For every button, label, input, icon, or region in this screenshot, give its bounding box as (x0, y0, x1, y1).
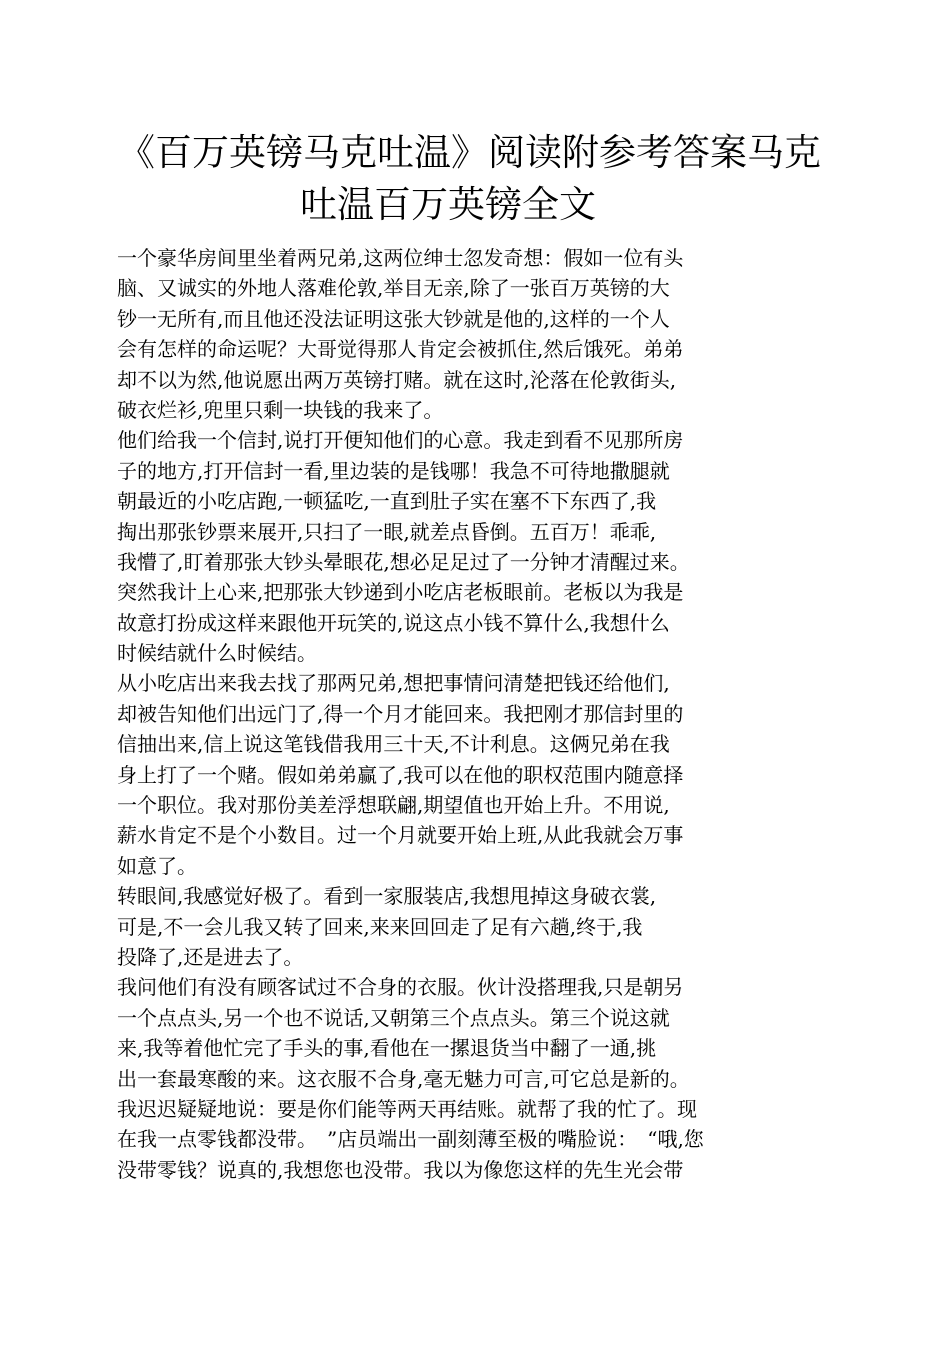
document-title-line-2: 吐温百万英镑全文 (300, 183, 596, 226)
body-line: 掏出那张钞票来展开,只扫了一眼,就差点昏倒。五百万！乖乖, (117, 519, 657, 544)
body-line: 破衣烂衫,兜里只剩一块钱的我来了。 (117, 397, 444, 422)
document-title-line-1: 《百万英镑马克吐温》阅读附参考答案马克 (118, 131, 821, 174)
body-line: 信抽出来,信上说这笔钱借我用三十天,不计利息。这俩兄弟在我 (117, 732, 670, 757)
body-line: 在我一点零钱都没带。 ”店员端出一副刻薄至极的嘴脸说： “哦,您 (117, 1127, 704, 1152)
body-line: 却被告知他们出远门了,得一个月才能回来。我把刚才那信封里的 (117, 701, 684, 726)
body-line: 我懵了,盯着那张大钞头晕眼花,想必足足过了一分钟才清醒过来。 (117, 549, 690, 574)
body-line: 可是,不一会儿我又转了回来,来来回回走了足有六趟,终于,我 (117, 914, 643, 939)
body-line: 一个点点头,另一个也不说话,又朝第三个点点头。第三个说这就 (117, 1005, 670, 1030)
body-line: 朝最近的小吃店跑,一顿猛吃,一直到肚子实在塞不下东西了,我 (117, 489, 657, 514)
body-line: 时候结就什么时候结。 (117, 641, 317, 666)
body-line: 从小吃店出来我去找了那两兄弟,想把事情问清楚把钱还给他们, (117, 671, 670, 696)
body-line: 故意打扮成这样来跟他开玩笑的,说这点小钱不算什么,我想什么 (117, 610, 670, 635)
body-line: 转眼间,我感觉好极了。看到一家服装店,我想甩掉这身破衣裳, (117, 884, 657, 909)
body-line: 钞一无所有,而且他还没法证明这张大钞就是他的,这样的一个人 (117, 306, 670, 331)
body-line: 投降了,还是进去了。 (117, 944, 304, 969)
body-line: 脑、又诚实的外地人落难伦敦,举目无亲,除了一张百万英镑的大 (117, 276, 670, 301)
body-line: 身上打了一个赌。假如弟弟赢了,我可以在他的职权范围内随意择 (117, 762, 684, 787)
body-line: 他们给我一个信封,说打开便知他们的心意。我走到看不见那所房 (117, 428, 684, 453)
body-line: 一个职位。我对那份美差浮想联翩,期望值也开始上升。不用说, (117, 793, 670, 818)
body-line: 我问他们有没有顾客试过不合身的衣服。伙计没搭理我,只是朝另 (117, 975, 684, 1000)
body-line: 薪水肯定不是个小数目。过一个月就要开始上班,从此我就会万事 (117, 823, 684, 848)
body-line: 会有怎样的命运呢？大哥觉得那人肯定会被抓住,然后饿死。弟弟 (117, 337, 684, 362)
body-line: 如意了。 (117, 853, 197, 878)
body-line: 却不以为然,他说愿出两万英镑打赌。就在这时,沦落在伦敦街头, (117, 367, 677, 392)
body-line: 突然我计上心来,把那张大钞递到小吃店老板眼前。老板以为我是 (117, 580, 684, 605)
document-body (117, 243, 757, 1185)
body-line: 出一套最寒酸的来。这衣服不合身,毫无魅力可言,可它总是新的。 (117, 1066, 690, 1091)
body-line: 子的地方,打开信封一看,里边装的是钱哪！我急不可待地撒腿就 (117, 458, 670, 483)
body-line: 一个豪华房间里坐着两兄弟,这两位绅士忽发奇想：假如一位有头 (117, 246, 684, 270)
body-line: 来,我等着他忙完了手头的事,看他在一摞退货当中翻了一通,挑 (117, 1036, 657, 1061)
body-line: 没带零钱？说真的,我想您也没带。我以为像您这样的先生光会带 (117, 1157, 684, 1182)
body-line: 我迟迟疑疑地说：要是你们能等两天再结账。就帮了我的忙了。现 (117, 1096, 697, 1121)
